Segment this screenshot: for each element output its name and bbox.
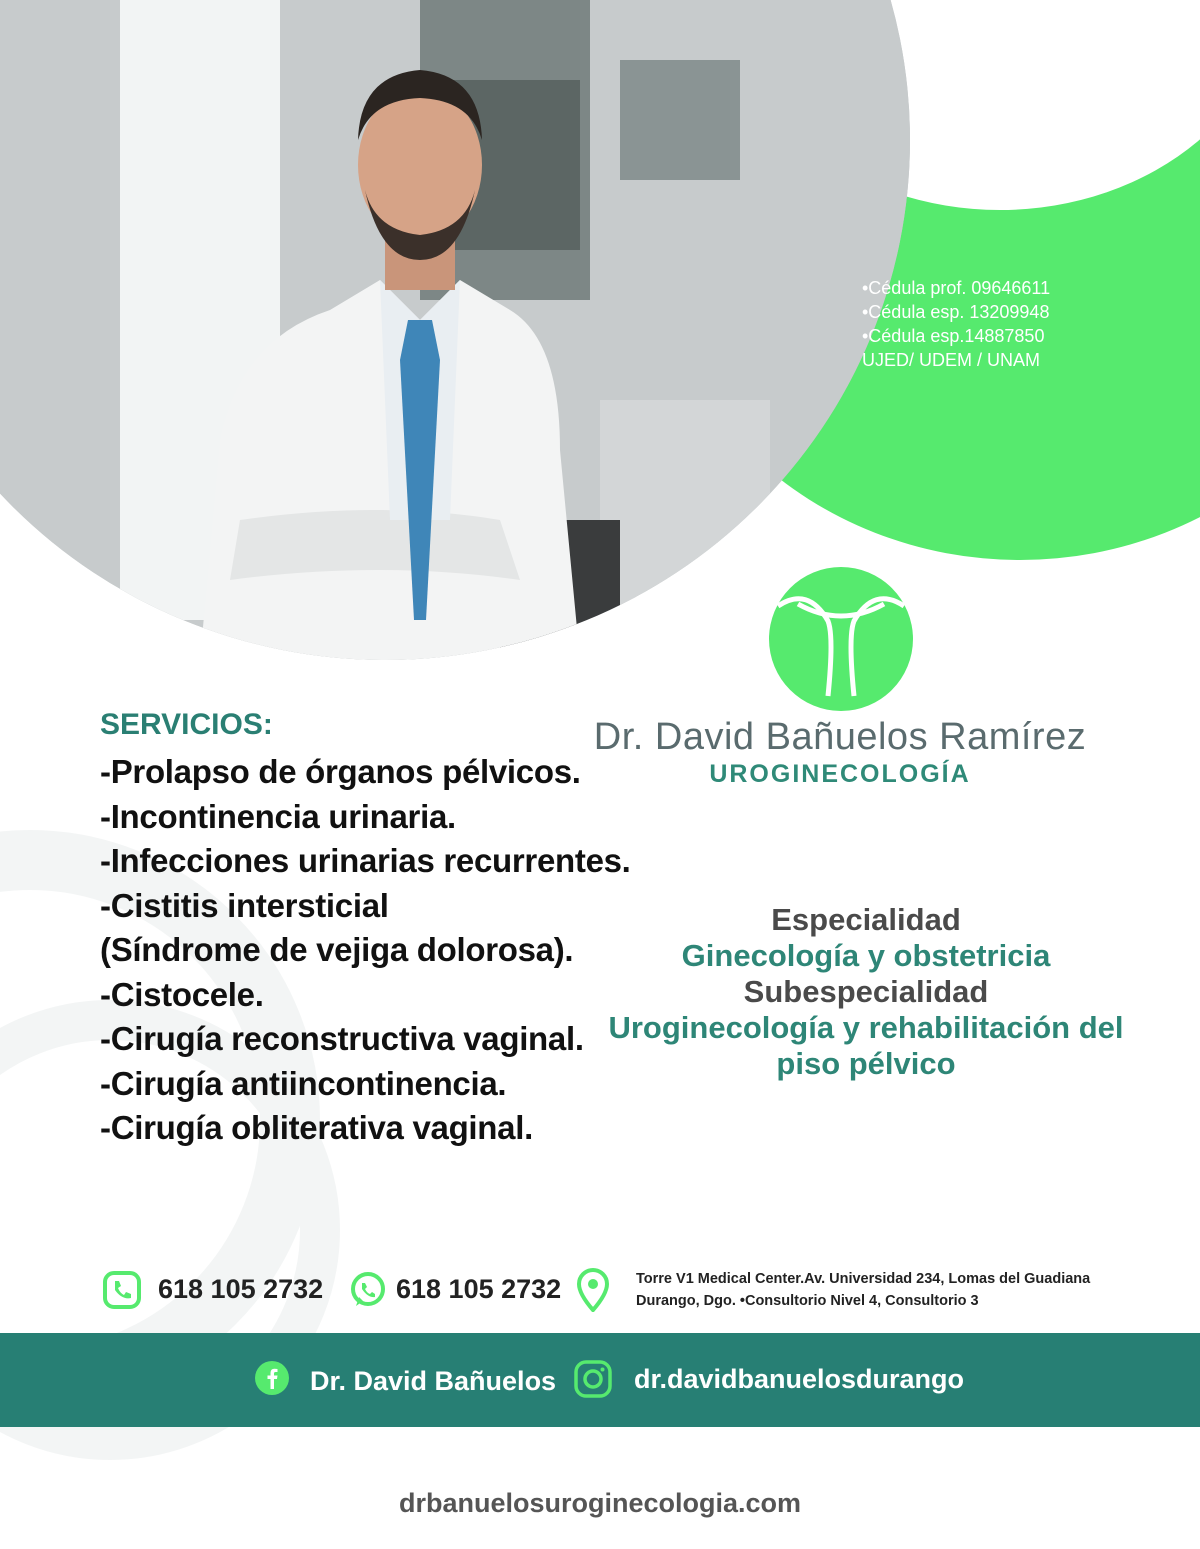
facebook-handle[interactable]: Dr. David Bañuelos	[310, 1366, 557, 1396]
credential-line: UJED/ UDEM / UNAM	[862, 350, 1041, 370]
service-item: -Cirugía obliterativa vaginal.	[100, 1109, 533, 1146]
brand-logo	[768, 566, 914, 712]
credential-line: •Cédula prof. 09646611	[862, 278, 1051, 298]
service-item: -Cistocele.	[100, 975, 264, 1013]
doctor-photo	[0, 0, 910, 660]
credential-line: •Cédula esp. 13209948	[862, 302, 1050, 322]
service-item: (Síndrome de vejiga dolorosa).	[100, 931, 574, 968]
address-line: Durango, Dgo. •Consultorio Nivel 4, Consultorio 3	[636, 1293, 979, 1309]
subspecialty-value: Uroginecología y rehabilitación del	[608, 1010, 1124, 1045]
location-pin-icon	[576, 1268, 610, 1317]
website-url[interactable]: drbanuelosuroginecologia.com	[398, 1488, 802, 1518]
address-line: Torre V1 Medical Center.Av. Universidad 234, Lomas del Guadiana	[636, 1271, 1091, 1287]
instagram-icon	[574, 1360, 612, 1403]
facebook-icon	[254, 1360, 290, 1401]
address	[636, 1268, 1090, 1312]
phone-icon	[102, 1270, 142, 1315]
whatsapp-number[interactable]: 618 105 2732	[396, 1274, 562, 1304]
service-item: -Cistitis intersticial	[100, 886, 389, 924]
service-item: -Cirugía antiincontinencia.	[100, 1064, 507, 1102]
phone-number[interactable]: 618 105 2732	[158, 1274, 324, 1304]
brand-subtitle: UROGINECOLOGÍA	[709, 760, 971, 788]
specialty-heading: Especialidad	[771, 902, 961, 937]
service-item: -Incontinencia urinaria.	[100, 797, 456, 835]
credentials	[862, 276, 1050, 372]
credential-line: •Cédula esp.14887850	[862, 326, 1045, 346]
specialty-value: Ginecología y obstetricia	[681, 938, 1051, 973]
services-list	[100, 750, 631, 1151]
whatsapp-icon	[348, 1270, 388, 1315]
service-item: -Cirugía reconstructiva vaginal.	[100, 1020, 584, 1057]
subspecialty-heading: Subespecialidad	[743, 974, 989, 1009]
specialty-block	[600, 902, 1132, 1082]
service-item: -Infecciones urinarias recurrentes.	[100, 842, 631, 879]
service-item: -Prolapso de órganos pélvicos.	[100, 753, 581, 790]
services-title: SERVICIOS:	[100, 708, 273, 741]
subspecialty-value: piso pélvico	[776, 1046, 956, 1081]
doctor-name: Dr. David Bañuelos Ramírez	[593, 716, 1087, 758]
doctor-photo-illustration	[0, 0, 910, 660]
instagram-handle[interactable]: dr.davidbanuelosdurango	[634, 1364, 965, 1394]
